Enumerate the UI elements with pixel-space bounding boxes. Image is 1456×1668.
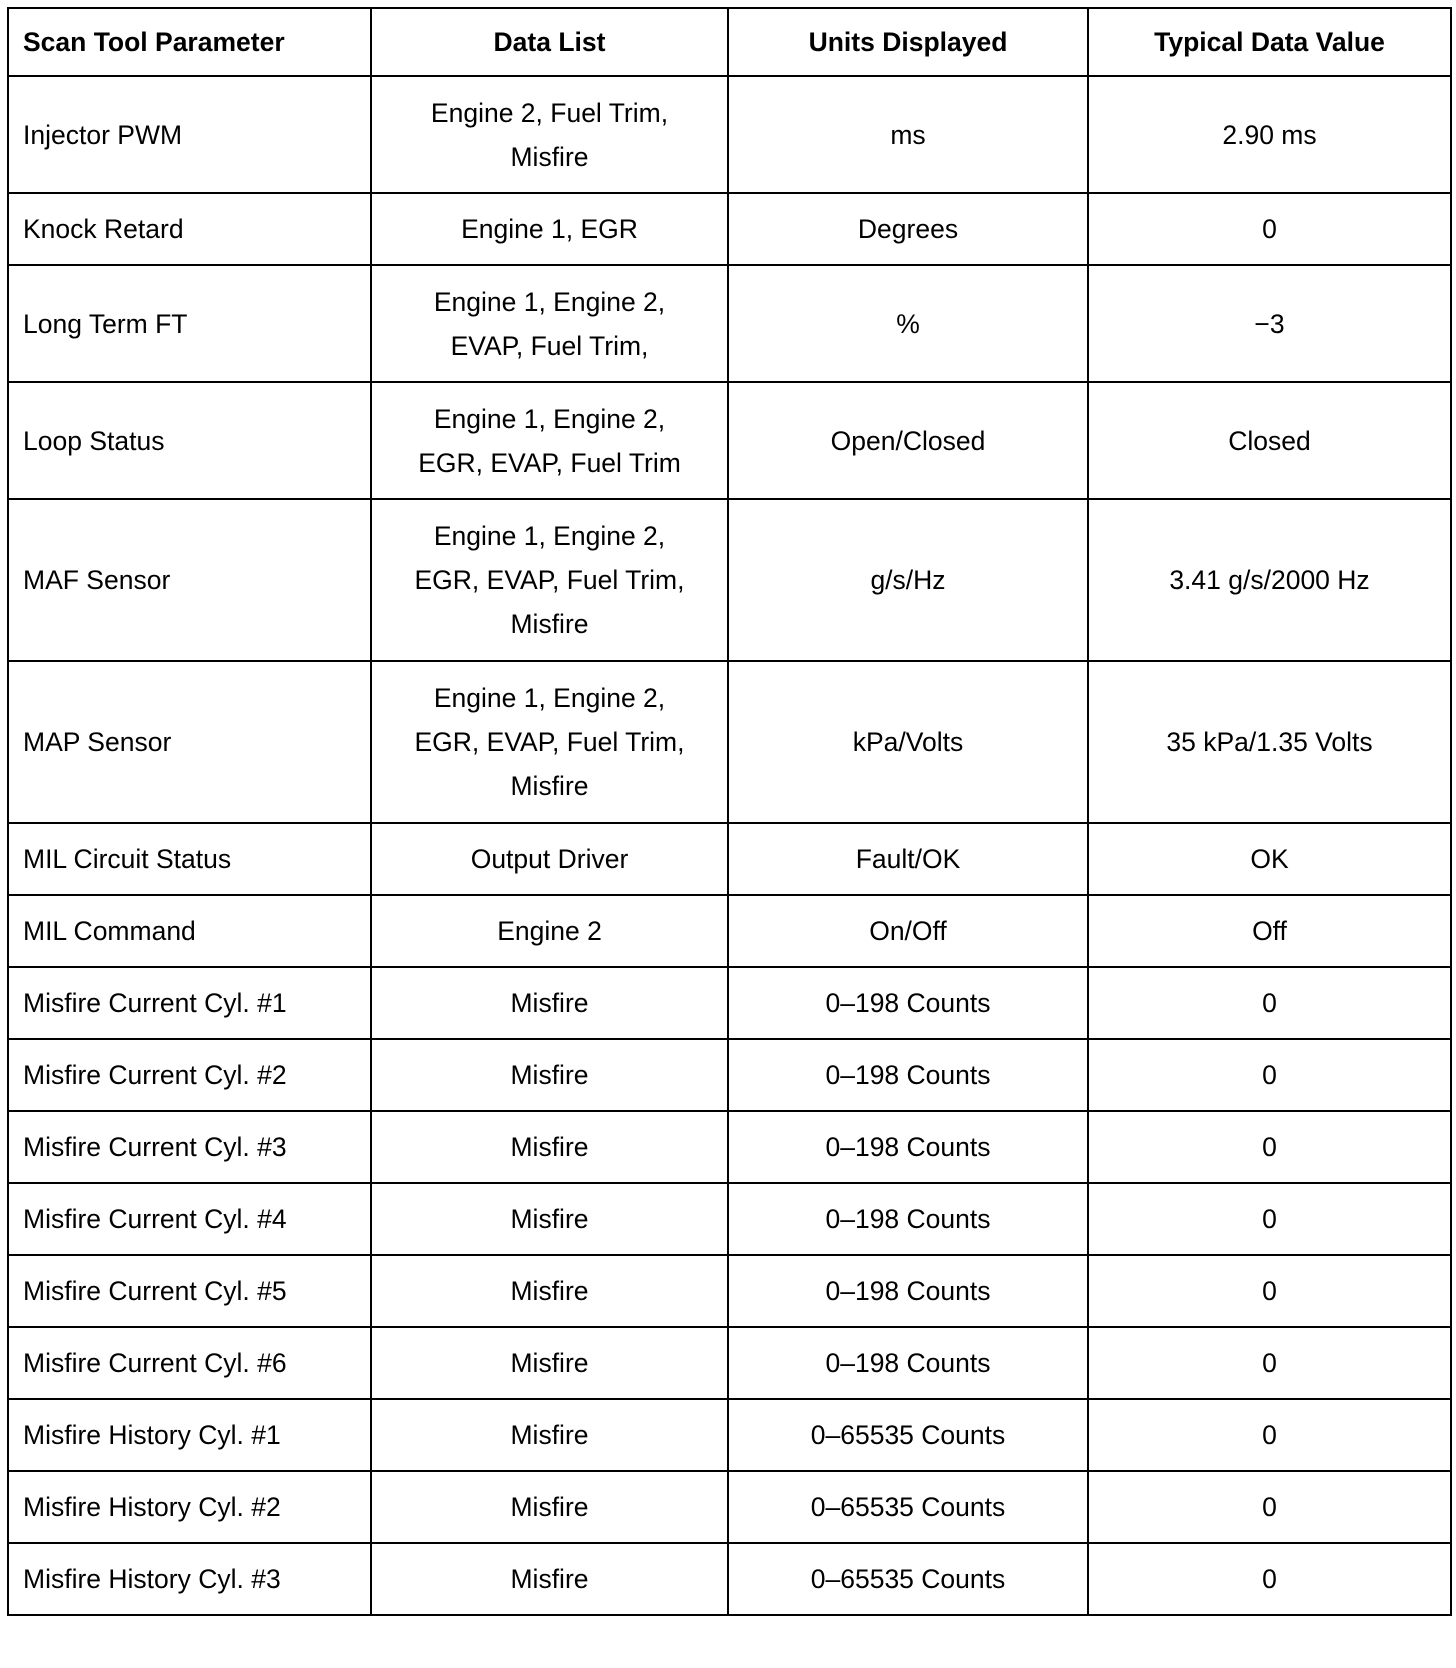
data-list-line: Misfire [510, 1204, 589, 1234]
table-row [8, 1327, 1451, 1399]
data-list-line: Output Driver [470, 844, 629, 874]
data-list-line: Misfire [510, 141, 589, 172]
data-list-line: EGR, EVAP, Fuel Trim, [414, 727, 685, 757]
cell-typical-data-value: 35 kPa/1.35 Volts [1088, 661, 1451, 823]
cell-units-displayed: 0–65535 Counts [728, 1543, 1088, 1615]
table-row [8, 1399, 1451, 1471]
cell-typical-data-value: Off [1088, 895, 1451, 967]
cell-typical-data-value: 0 [1088, 1183, 1451, 1255]
data-list-line: EVAP, Fuel Trim, [450, 330, 649, 361]
data-list-line: Misfire [510, 1420, 589, 1450]
cell-data-list [371, 1471, 728, 1543]
data-list-line: Misfire [510, 609, 589, 639]
header-scan-tool-parameter: Scan Tool Parameter [8, 8, 371, 76]
data-list-line: Misfire [510, 1132, 589, 1162]
cell-scan-tool-parameter: MIL Circuit Status [8, 823, 371, 895]
cell-typical-data-value: 0 [1088, 1327, 1451, 1399]
cell-data-list [371, 895, 728, 967]
cell-units-displayed: Degrees [728, 193, 1088, 265]
cell-typical-data-value: 0 [1088, 1543, 1451, 1615]
cell-units-displayed: 0–65535 Counts [728, 1471, 1088, 1543]
cell-data-list [371, 1327, 728, 1399]
cell-units-displayed: 0–198 Counts [728, 967, 1088, 1039]
cell-units-displayed: Fault/OK [728, 823, 1088, 895]
cell-scan-tool-parameter: Loop Status [8, 382, 371, 499]
cell-scan-tool-parameter: Misfire Current Cyl. #1 [8, 967, 371, 1039]
cell-typical-data-value: 0 [1088, 1039, 1451, 1111]
table-row [8, 1471, 1451, 1543]
table-row [8, 967, 1451, 1039]
table-row [8, 661, 1451, 823]
cell-scan-tool-parameter: MAP Sensor [8, 661, 371, 823]
data-list-line: Misfire [510, 1060, 589, 1090]
header-typical-data-value: Typical Data Value [1088, 8, 1451, 76]
cell-units-displayed: 0–198 Counts [728, 1039, 1088, 1111]
cell-data-list [371, 823, 728, 895]
cell-typical-data-value: 3.41 g/s/2000 Hz [1088, 499, 1451, 661]
table-row [8, 1183, 1451, 1255]
table-row [8, 823, 1451, 895]
cell-scan-tool-parameter: Knock Retard [8, 193, 371, 265]
table-row [8, 1255, 1451, 1327]
table-row [8, 1543, 1451, 1615]
cell-typical-data-value: −3 [1088, 265, 1451, 382]
data-list-line: Misfire [510, 1348, 589, 1378]
cell-units-displayed: kPa/Volts [728, 661, 1088, 823]
cell-scan-tool-parameter: Injector PWM [8, 76, 371, 193]
data-list-line: EGR, EVAP, Fuel Trim [418, 447, 681, 478]
cell-units-displayed: On/Off [728, 895, 1088, 967]
cell-data-list [371, 265, 728, 382]
cell-units-displayed: 0–198 Counts [728, 1111, 1088, 1183]
cell-data-list [371, 661, 728, 823]
cell-scan-tool-parameter: Misfire Current Cyl. #2 [8, 1039, 371, 1111]
cell-scan-tool-parameter: MIL Command [8, 895, 371, 967]
cell-data-list [371, 967, 728, 1039]
cell-data-list [371, 1183, 728, 1255]
cell-typical-data-value: 0 [1088, 967, 1451, 1039]
cell-scan-tool-parameter: Misfire Current Cyl. #3 [8, 1111, 371, 1183]
data-list-line: Engine 2, Fuel Trim, [430, 97, 669, 128]
data-list-line: Misfire [510, 1564, 589, 1594]
cell-units-displayed: 0–65535 Counts [728, 1399, 1088, 1471]
cell-data-list [371, 1255, 728, 1327]
cell-scan-tool-parameter: Misfire Current Cyl. #5 [8, 1255, 371, 1327]
data-list-line: Misfire [510, 1492, 589, 1522]
table-body [8, 76, 1451, 1615]
cell-data-list [371, 1111, 728, 1183]
cell-typical-data-value: 0 [1088, 1399, 1451, 1471]
cell-scan-tool-parameter: Misfire Current Cyl. #4 [8, 1183, 371, 1255]
table-row [8, 76, 1451, 193]
cell-typical-data-value: 0 [1088, 1255, 1451, 1327]
cell-units-displayed: Open/Closed [728, 382, 1088, 499]
data-list-line: Engine 1, Engine 2, [433, 403, 666, 434]
table-row [8, 895, 1451, 967]
table-row [8, 382, 1451, 499]
cell-units-displayed: 0–198 Counts [728, 1327, 1088, 1399]
cell-typical-data-value: OK [1088, 823, 1451, 895]
cell-units-displayed: 0–198 Counts [728, 1183, 1088, 1255]
table-row [8, 265, 1451, 382]
cell-scan-tool-parameter: Misfire Current Cyl. #6 [8, 1327, 371, 1399]
table-row [8, 1111, 1451, 1183]
cell-typical-data-value: 0 [1088, 1471, 1451, 1543]
cell-data-list [371, 76, 728, 193]
cell-data-list [371, 1039, 728, 1111]
cell-scan-tool-parameter: MAF Sensor [8, 499, 371, 661]
data-list-line: Misfire [510, 771, 589, 801]
data-list-line: Engine 1, EGR [461, 214, 638, 244]
cell-units-displayed: g/s/Hz [728, 499, 1088, 661]
cell-data-list [371, 382, 728, 499]
cell-data-list [371, 1543, 728, 1615]
cell-data-list [371, 1399, 728, 1471]
table-row [8, 1039, 1451, 1111]
cell-units-displayed: % [728, 265, 1088, 382]
cell-typical-data-value: 2.90 ms [1088, 76, 1451, 193]
header-data-list: Data List [371, 8, 728, 76]
header-units-displayed: Units Displayed [728, 8, 1088, 76]
table-row [8, 499, 1451, 661]
cell-data-list [371, 499, 728, 661]
parameter-table-container [7, 7, 1450, 1616]
cell-scan-tool-parameter: Misfire History Cyl. #2 [8, 1471, 371, 1543]
table-header-row [8, 8, 1451, 76]
table-row [8, 193, 1451, 265]
cell-typical-data-value: Closed [1088, 382, 1451, 499]
data-list-line: Engine 2 [497, 916, 602, 946]
cell-data-list [371, 193, 728, 265]
data-list-line: EGR, EVAP, Fuel Trim, [414, 565, 685, 595]
data-list-line: Engine 1, Engine 2, [433, 683, 666, 713]
data-list-line: Engine 1, Engine 2, [433, 286, 666, 317]
cell-scan-tool-parameter: Misfire History Cyl. #3 [8, 1543, 371, 1615]
scan-tool-parameter-table [7, 7, 1452, 1616]
cell-units-displayed: 0–198 Counts [728, 1255, 1088, 1327]
data-list-line: Engine 1, Engine 2, [433, 521, 666, 551]
cell-scan-tool-parameter: Long Term FT [8, 265, 371, 382]
cell-scan-tool-parameter: Misfire History Cyl. #1 [8, 1399, 371, 1471]
cell-units-displayed: ms [728, 76, 1088, 193]
cell-typical-data-value: 0 [1088, 193, 1451, 265]
cell-typical-data-value: 0 [1088, 1111, 1451, 1183]
data-list-line: Misfire [510, 988, 589, 1018]
data-list-line: Misfire [510, 1276, 589, 1306]
